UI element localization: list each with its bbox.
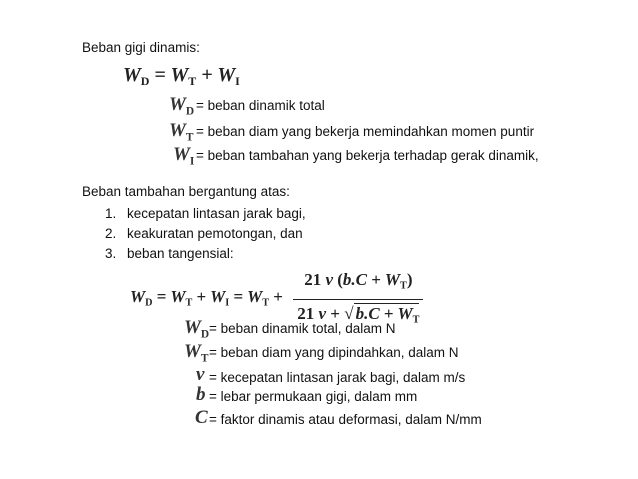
definition-wt-2: = beban diam yang dipindahkan, dalam N [209,345,459,360]
symbol-wt: $W_T$ [169,120,194,144]
list-item [105,226,303,242]
symbol-wd: $W_D$ [169,94,195,118]
symbol-b: b [196,384,206,405]
definition-wd-2: = beban dinamik total, dalam N [209,321,396,336]
list-text: kecepatan lintasan jarak bagi, [127,206,306,221]
section2-intro: Beban tambahan bergantung atas: [82,184,290,199]
list-number: 3. [105,246,117,261]
definition-wi: = beban tambahan yang bekerja terhadap gerak dinamik, [196,148,539,163]
list-number: 2. [105,226,117,241]
definition-b: = lebar permukaan gigi, dalam mm [209,389,418,404]
list-number: 1. [105,206,117,221]
symbol-wt-2: $W_T$ [184,341,209,365]
definition-wd: = beban dinamik total [196,98,325,113]
list-text: keakuratan pemotongan, dan [127,226,303,241]
symbol-v: v [196,364,205,385]
equation-2: $W_D = W_T + W_I = W_T$ + $\frac{21 v (b.C + W_T)}{21 v + √ b.C + W_T}$ [130,270,423,330]
symbol-c: C [195,407,208,428]
symbol-wi: $W_I$ [173,144,195,168]
symbol-wd-2: $W_D$ [184,317,210,341]
list-item [105,246,234,262]
list-item [105,206,306,222]
section1-title: Beban gigi dinamis: [82,40,200,55]
definition-c: = faktor dinamis atau deformasi, dalam N/mm [209,412,482,427]
equation-1: $W_D = W_T + W_I$ [123,64,240,89]
list-text: beban tangensial: [127,246,234,261]
definition-v: = kecepatan lintasan jarak bagi, dalam m/s [209,370,466,385]
definition-wt: = beban diam yang bekerja memindahkan momen puntir [196,124,535,139]
